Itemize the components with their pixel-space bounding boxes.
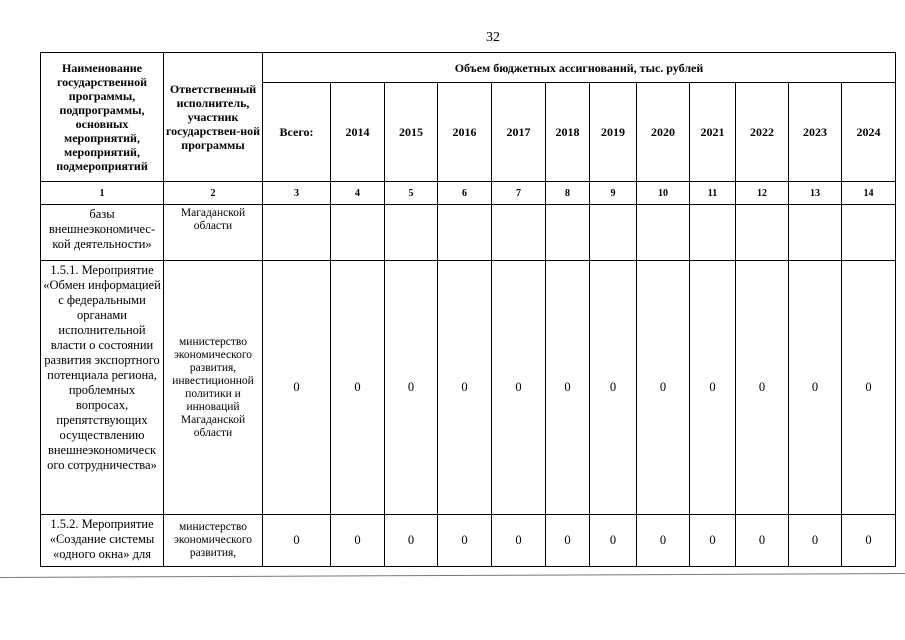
column-number: 8 xyxy=(546,182,590,205)
value-cell xyxy=(263,205,331,261)
table-row xyxy=(41,261,896,515)
value-cell: 0 xyxy=(789,515,842,567)
value-cell: 0 xyxy=(385,515,438,567)
value-cell: 0 xyxy=(590,515,637,567)
value-cell: 0 xyxy=(546,261,590,515)
budget-table xyxy=(40,52,896,567)
value-cell xyxy=(736,205,789,261)
value-cell: 0 xyxy=(590,261,637,515)
value-cell: 0 xyxy=(331,515,385,567)
executor-cell: министерство экономического развития, инвестиционной политики и инноваций Магаданской области xyxy=(164,261,263,515)
value-cell: 0 xyxy=(690,515,736,567)
header-year: 2021 xyxy=(690,83,736,182)
value-cell: 0 xyxy=(331,261,385,515)
value-cell: 0 xyxy=(842,515,896,567)
header-year: 2020 xyxy=(637,83,690,182)
column-number: 13 xyxy=(789,182,842,205)
column-number: 11 xyxy=(690,182,736,205)
column-number: 12 xyxy=(736,182,789,205)
value-cell xyxy=(331,205,385,261)
header-row-top xyxy=(41,53,896,83)
header-year: 2022 xyxy=(736,83,789,182)
value-cell: 0 xyxy=(637,261,690,515)
value-cell: 0 xyxy=(736,261,789,515)
column-number: 3 xyxy=(263,182,331,205)
header-year: 2018 xyxy=(546,83,590,182)
header-program-name: Наименование государственной программы, подпрограммы, основных мероприятий, мероприятий, подмероприятий xyxy=(41,53,164,182)
value-cell xyxy=(385,205,438,261)
header-year: 2023 xyxy=(789,83,842,182)
scan-edge-line xyxy=(0,573,905,578)
table-row xyxy=(41,205,896,261)
value-cell xyxy=(842,205,896,261)
header-year: 2019 xyxy=(590,83,637,182)
header-executor: Ответственный исполнитель, участник государствен-ной программы xyxy=(164,53,263,182)
header-year: 2024 xyxy=(842,83,896,182)
value-cell: 0 xyxy=(546,515,590,567)
column-number: 2 xyxy=(164,182,263,205)
value-cell: 0 xyxy=(263,515,331,567)
header-year: 2016 xyxy=(438,83,492,182)
value-cell: 0 xyxy=(842,261,896,515)
value-cell: 0 xyxy=(690,261,736,515)
value-cell xyxy=(637,205,690,261)
header-year: 2017 xyxy=(492,83,546,182)
value-cell: 0 xyxy=(736,515,789,567)
header-year: 2015 xyxy=(385,83,438,182)
header-total: Всего: xyxy=(263,83,331,182)
column-number: 14 xyxy=(842,182,896,205)
column-number: 6 xyxy=(438,182,492,205)
table-row xyxy=(41,515,896,567)
page-number: 32 xyxy=(486,30,500,45)
column-number-row xyxy=(41,182,896,205)
program-name-cell: 1.5.1. Мероприятие «Обмен информацией с федеральными органами исполнительной власти о состоянии развития экспортного потенциала региона, проблемных вопросах, препятствующих осуществлению внешнеэкономическ ого сотрудничества» xyxy=(41,261,164,515)
value-cell xyxy=(690,205,736,261)
program-name-cell: 1.5.2. Мероприятие «Создание системы «одного окна» для xyxy=(41,515,164,567)
value-cell xyxy=(492,205,546,261)
value-cell: 0 xyxy=(438,261,492,515)
column-number: 5 xyxy=(385,182,438,205)
column-number: 10 xyxy=(637,182,690,205)
value-cell xyxy=(546,205,590,261)
value-cell: 0 xyxy=(789,261,842,515)
column-number: 7 xyxy=(492,182,546,205)
header-budget: Объем бюджетных ассигнований, тыс. рублей xyxy=(263,53,896,83)
value-cell: 0 xyxy=(492,515,546,567)
column-number: 4 xyxy=(331,182,385,205)
column-number: 9 xyxy=(590,182,637,205)
value-cell: 0 xyxy=(637,515,690,567)
value-cell: 0 xyxy=(438,515,492,567)
value-cell xyxy=(789,205,842,261)
value-cell xyxy=(590,205,637,261)
value-cell xyxy=(438,205,492,261)
executor-cell: Магаданской области xyxy=(164,205,263,261)
value-cell: 0 xyxy=(492,261,546,515)
executor-cell: министерство экономического развития, xyxy=(164,515,263,567)
value-cell: 0 xyxy=(385,261,438,515)
value-cell: 0 xyxy=(263,261,331,515)
program-name-cell: базы внешнеэкономичес-кой деятельности» xyxy=(41,205,164,261)
column-number: 1 xyxy=(41,182,164,205)
header-year: 2014 xyxy=(331,83,385,182)
